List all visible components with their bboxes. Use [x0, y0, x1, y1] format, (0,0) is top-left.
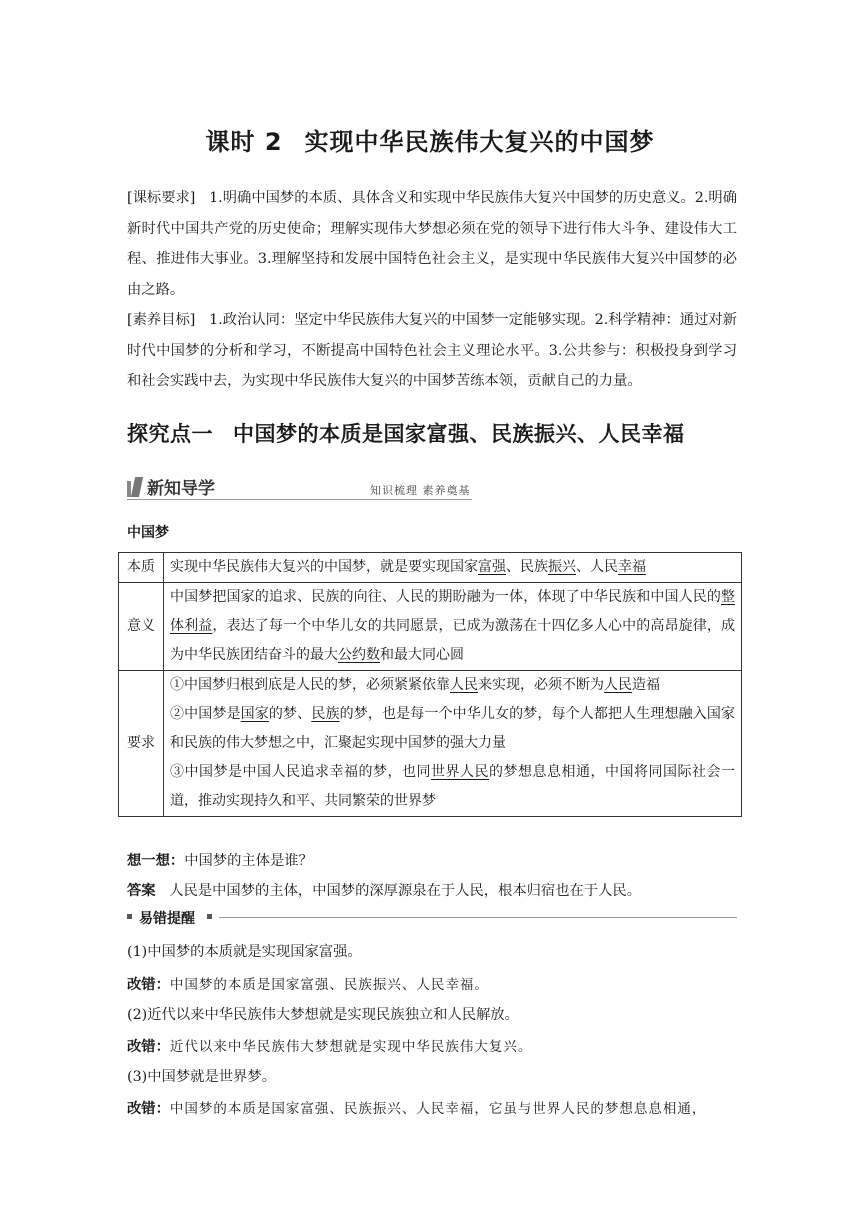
section-number: 探究点一: [127, 422, 213, 446]
curriculum-text: 1.明确中国梦的本质、具体含义和实现中华民族伟大复兴中国梦的历史意义。2.明确新时代中国共产党的历史使命；理解实现伟大梦想必须在党的领导下进行伟大斗争、建设伟大工程、推进伟大事业。3.理解坚持和发展中国特色社会主义，是实现中华民族伟大复兴中国梦的必由之路。: [127, 190, 738, 298]
banner-tab-icon: [131, 477, 143, 497]
section-heading: [127, 418, 747, 448]
blank-answer: 人民: [450, 677, 478, 693]
blank-answer: 国家: [240, 706, 269, 722]
blank-answer: 世界人民: [431, 764, 489, 780]
lesson-number: 课时 2: [205, 128, 283, 156]
table-row: [119, 583, 742, 671]
row-head-essence: 本质: [119, 553, 164, 583]
row-content-requirements: [164, 671, 742, 817]
blank-answer: 富强: [478, 559, 506, 575]
curriculum-requirements: [127, 183, 737, 305]
answer-text: 人民是中国梦的主体，中国梦的深厚源泉在于人民，根本归宿也在于人民。: [169, 883, 642, 899]
tip-statement: (3)中国梦就是世界梦。: [127, 1069, 276, 1085]
literacy-tag: [素养目标]: [127, 312, 196, 328]
banner-subtitle: 知识梳理 素养奠基: [370, 484, 471, 497]
tip-correction: 改错：近代以来中华民族伟大梦想就是实现中华民族伟大复兴。: [127, 1039, 533, 1055]
new-knowledge-banner: [127, 474, 472, 500]
requirement-item: ③中国梦是中国人民追求幸福的梦，也同世界人民的梦想息息相通，中国将同国际社会一道，推动实现持久和平、共同繁荣的世界梦: [170, 764, 735, 809]
tip-correction: 改错：中国梦的本质是国家富强、民族振兴、人民幸福，它虽与世界人民的梦想息息相通，: [127, 1101, 707, 1117]
lesson-title-text: 实现中华民族伟大复兴的中国梦: [304, 128, 655, 156]
blank-answer: 幸福: [618, 559, 646, 575]
tips-rule: [219, 917, 737, 918]
blank-answer: 整体利益: [170, 589, 735, 634]
answer-label: 答案: [127, 883, 156, 899]
think-label: 想一想：: [127, 853, 185, 869]
literacy-goals: [127, 305, 737, 397]
requirement-item: ①中国梦归根到底是人民的梦，必须紧紧依靠人民来实现，必须不断为人民造福: [170, 677, 660, 693]
row-content-significance: 中国梦把国家的追求、民族的向往、人民的期盼融为一体，体现了中华民族和中国人民的整体利益，表达了每一个中华儿女的共同愿景，已成为激荡在十四亿多人心中的高昂旋律，成为中华民族团结奋斗的最大公约数和最大同心圆: [164, 583, 742, 671]
table-caption: 中国梦: [127, 525, 169, 541]
row-content-essence: 实现中华民族伟大复兴的中国梦，就是要实现国家富强、民族振兴、人民幸福: [164, 553, 742, 583]
think-question: [127, 846, 742, 876]
tip-square-icon: [127, 914, 132, 919]
think-answer: [127, 876, 742, 906]
error-tips-header: [127, 908, 737, 928]
literacy-text: 1.政治认同：坚定中华民族伟大复兴的中国梦一定能够实现。2.科学精神：通过对新时代中国梦的分析和学习，不断提高中国特色社会主义理论水平。3.公共参与：积极投身到学习和社会实践中去，为实现中华民族伟大复兴的中国梦苦练本领，贡献自己的力量。: [127, 312, 738, 389]
blank-answer: 民族: [311, 706, 340, 722]
chinese-dream-table: [118, 552, 742, 817]
tip-statement: (1)中国梦的本质就是实现国家富强。: [127, 944, 362, 960]
row-head-requirements: 要求: [119, 671, 164, 817]
tip-correction: 改错：中国梦的本质是国家富强、民族振兴、人民幸福。: [127, 977, 489, 993]
banner-label: 新知导学: [147, 479, 215, 499]
section-title: 中国梦的本质是国家富强、民族振兴、人民幸福: [233, 422, 685, 446]
requirements-block: [127, 183, 737, 397]
think-question-text: 中国梦的主体是谁？: [184, 853, 313, 869]
blank-answer: 人民: [604, 677, 632, 693]
blank-answer: 振兴: [548, 559, 576, 575]
banner-rule: [127, 499, 472, 500]
row-head-significance: 意义: [119, 583, 164, 671]
tip-square-icon: [207, 914, 212, 919]
blank-answer: 公约数: [338, 647, 380, 663]
tips-label: 易错提醒: [139, 911, 195, 927]
table-row: [119, 553, 742, 583]
tip-statement: (2)近代以来中华民族伟大梦想就是实现民族独立和人民解放。: [127, 1007, 519, 1023]
lesson-title: [0, 122, 860, 157]
curriculum-tag: [课标要求]: [127, 190, 196, 206]
table-row: [119, 671, 742, 817]
requirement-item: ②中国梦是国家的梦、民族的梦，也是每一个中华儿女的梦，每个人都把人生理想融入国家和民族的伟大梦想之中，汇聚起实现中国梦的强大力量: [170, 706, 736, 751]
